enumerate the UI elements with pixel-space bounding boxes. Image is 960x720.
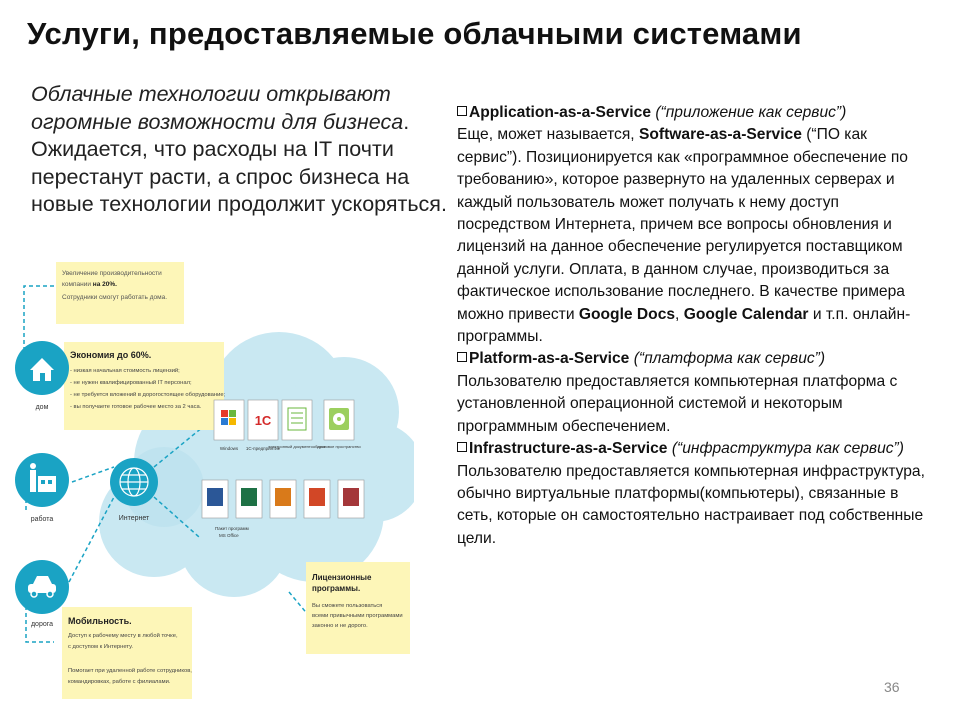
saas-alt-name: Software-as-a-Service bbox=[638, 126, 802, 144]
note3-line3: Помогает при удаленной работе сотрудников, bbox=[68, 668, 192, 674]
saas-block bbox=[457, 102, 927, 348]
word-icon bbox=[207, 488, 223, 506]
label-internet: Интернет bbox=[118, 515, 150, 522]
note1-line1: Увеличение производительности bbox=[62, 270, 162, 277]
note4-line1: Вы сможете пользоваться bbox=[312, 603, 383, 609]
saas-name: Application-as-a-Service bbox=[469, 104, 651, 121]
label-work: работа bbox=[30, 516, 54, 523]
paas-desc: Пользователю предоставляется компьютерная платформа с установленной операционной системой и некоторым программным обеспечением. bbox=[457, 372, 898, 435]
note2-line1: - низкая начальная стоимость лицензий; bbox=[70, 368, 180, 374]
note-savings bbox=[64, 342, 226, 430]
saas-example-1: Google Docs bbox=[578, 305, 676, 323]
note1-line2b: на 20%. bbox=[92, 281, 117, 288]
excel-icon bbox=[241, 488, 257, 506]
checkbox-bullet-icon bbox=[457, 442, 467, 452]
paas-translation: (“платформа как сервис”) bbox=[633, 350, 826, 368]
work-circle bbox=[15, 453, 69, 523]
label-road: дорога bbox=[30, 621, 54, 628]
iaas-name: Infrastructure-as-a-Service bbox=[469, 440, 668, 458]
note4-heading2: программы. bbox=[312, 584, 361, 593]
note2-line2: - не нужен квалифицированный IT персонал; bbox=[70, 380, 192, 386]
outlook-icon bbox=[275, 488, 291, 506]
note2-line4: - вы получаете готовое рабочее место за 2 часа. bbox=[70, 404, 202, 410]
note3-line1: Доступ к рабочему месту в любой точке, bbox=[68, 633, 178, 639]
note-licenses bbox=[306, 562, 410, 654]
iaas-desc: Пользователю предоставляется компьютерная инфраструктура, обычно виртуальные платформы(компьютеры), связанные в сеть, которые он самостоятельно настраивает под собственные цели. bbox=[457, 462, 925, 547]
disk-icon bbox=[329, 408, 349, 430]
saas-example-2: Google Calendar bbox=[683, 305, 809, 323]
note-productivity bbox=[56, 262, 184, 324]
note2-line3: - не требуется вложений в дорогостоящее оборудование; bbox=[70, 392, 226, 398]
onec-logo-icon: 1С bbox=[254, 413, 272, 428]
note-mobility bbox=[62, 607, 192, 699]
label-office-1: Пакет программ bbox=[215, 526, 249, 531]
checkbox-bullet-icon bbox=[457, 106, 467, 116]
label-office-2: MS Office bbox=[219, 533, 239, 538]
label-home: дом bbox=[35, 404, 49, 411]
paas-name: Platform-as-a-Service bbox=[469, 350, 630, 368]
label-disk: дисковое пространство bbox=[317, 444, 361, 449]
note3-line4: командировках, работе с филиалами. bbox=[68, 679, 171, 685]
note3-heading: Мобильность. bbox=[68, 616, 132, 626]
svg-text:компании на 20%. bbox=[62, 281, 117, 288]
intro-paragraph bbox=[31, 81, 451, 219]
saas-translation: (“приложение как сервис”) bbox=[655, 104, 847, 121]
note4-line3: законно и не дорого. bbox=[312, 623, 368, 629]
services-list bbox=[457, 102, 927, 550]
label-edo: электронный документооборот bbox=[268, 444, 326, 449]
powerpoint-icon bbox=[309, 488, 325, 506]
road-circle bbox=[15, 560, 69, 628]
iaas-translation: (“инфраструктура как сервис”) bbox=[671, 440, 904, 458]
intro-italic: Облачные технологии открывают огромные возможности для бизнеса bbox=[31, 82, 404, 134]
label-onec: 1С-предприятие bbox=[245, 446, 281, 451]
note2-heading: Экономия до 60%. bbox=[70, 350, 152, 360]
saas-text-2: (“ПО как сервис”). Позиционируется как «программное обеспечение по требованию», которое развернуто на удаленных серверах и каждый пользователь может получать к нему доступ посредством Интернета, причем все вопросы обновления и лицензий на данное обеспечение регулируется поставщиком данной услуги. Оплата, в данном случае, производиться за фактическое использование последнего. В качестве примера можно привести bbox=[457, 126, 908, 323]
note4-heading1: Лицензионные bbox=[312, 573, 372, 582]
note1-line3: Сотрудники смогут работать дома. bbox=[62, 294, 168, 301]
cloud-infographic bbox=[14, 262, 414, 702]
saas-text-3: и т.п. онлайн-программы. bbox=[457, 305, 911, 346]
note1-line2a: компании bbox=[62, 281, 93, 288]
home-circle bbox=[15, 341, 69, 411]
saas-comma: , bbox=[675, 305, 684, 323]
page-number: 36 bbox=[884, 679, 900, 695]
label-windows: Windows bbox=[219, 446, 239, 451]
intro-normal: . Ожидается, что расходы на IT почти перестанут расти, а спрос бизнеса на новые технологии продолжит ускоряться. bbox=[31, 109, 447, 216]
note3-line2: с доступом к Интернету. bbox=[68, 644, 134, 650]
paas-block bbox=[457, 348, 927, 438]
saas-text-1: Еще, может называется, bbox=[457, 126, 639, 144]
checkbox-bullet-icon bbox=[457, 352, 467, 362]
note4-line2: всеми привычными программами bbox=[312, 613, 403, 619]
iaas-block bbox=[457, 438, 927, 550]
access-icon bbox=[343, 488, 359, 506]
slide-title: Услуги, предоставляемые облачными системами bbox=[27, 16, 802, 51]
